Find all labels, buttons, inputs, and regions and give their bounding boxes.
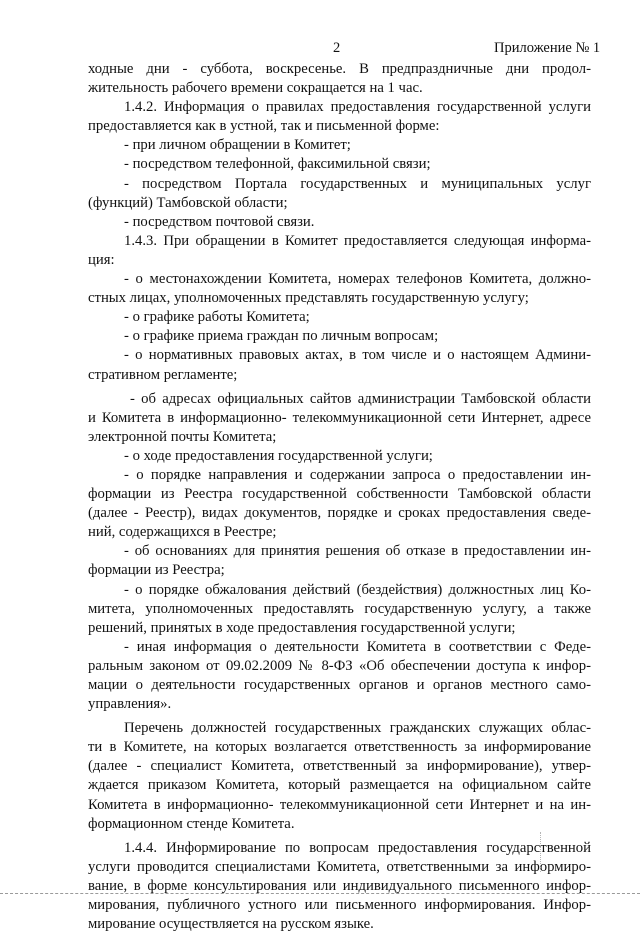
text-line: услуги проводится специалистами Комитета, ответственными за информиро-	[88, 858, 591, 875]
text-line: электронной почты Комитета;	[88, 428, 277, 445]
text-line: и Комитета в информационно- телекоммуникационной сети Интернет, адресе	[88, 409, 591, 426]
text-line: мирование осуществляется на русском языке.	[88, 916, 374, 933]
text-line: ти в Комитете, на которых возлагается ответственность за информирование	[88, 739, 591, 756]
text-line: мации о деятельности государственных органов и органов местного само-	[88, 677, 591, 693]
text-line: - о нормативных правовых актах, в том числе и о настоящем Админи-	[124, 347, 591, 364]
text-line: - о местонахождении Комитета, номерах телефонов Комитета, должно-	[124, 271, 591, 288]
text-line: ждается приказом Комитета, который размещается на официальном сайте	[88, 777, 591, 794]
text-line: формации из Реестра;	[88, 562, 225, 579]
document-body	[88, 60, 591, 934]
text-line: - посредством телефонной, факсимильной связи;	[124, 156, 431, 173]
text-line: - о порядке направления и содержании запроса о предоставлении ин-	[124, 466, 591, 483]
text-line: формационном стенде Комитета.	[88, 815, 295, 832]
text-line: - при личном обращении в Комитет;	[124, 137, 351, 154]
text-line: 1.4.4. Информирование по вопросам предоставления государственной	[124, 839, 591, 856]
text-line: предоставляется как в устной, так и письменной форме:	[88, 118, 440, 135]
text-line: - посредством почтовой связи.	[124, 213, 315, 230]
scan-artifact	[540, 832, 542, 872]
text-line: формации из Реестра государственной собственности Тамбовской области	[88, 486, 591, 503]
page-number: 2	[333, 40, 341, 56]
text-line: жительность рабочего времени сокращается на 1 час.	[88, 80, 423, 97]
text-line: (далее - специалист Комитета, ответственный за информирование), утвер-	[88, 758, 591, 775]
text-line: 1.4.2. Информация о правилах предоставления государственной услуги	[124, 99, 591, 116]
text-line: - о порядке обжалования действий (бездействия) должностных лиц Ко-	[124, 581, 591, 598]
text-line: вание, в форме консультирования или индивидуального письменного инфор-	[88, 877, 591, 894]
appendix-label: Приложение № 1	[494, 40, 601, 56]
text-line: Перечень должностей государственных гражданских служащих облас-	[124, 720, 591, 737]
text-line: - об основаниях для принятия решения об отказе в предоставлении ин-	[124, 543, 591, 560]
text-line: 1.4.3. При обращении в Комитет предоставляется следующая информа-	[124, 232, 591, 249]
text-line: - о графике приема граждан по личным вопросам;	[124, 328, 439, 345]
text-line: митета, уполномоченных предоставлять государственную услугу, а также	[88, 600, 591, 617]
text-line: - о графике работы Комитета;	[124, 309, 310, 326]
text-line: ний, содержащихся в Реестре;	[88, 524, 277, 541]
text-line: Комитета в информационно- телекоммуникационной сети Интернет и на ин-	[88, 796, 591, 813]
text-line: (функций) Тамбовской области;	[88, 194, 288, 211]
text-line: (далее - Реестр), видах документов, порядке и сроках предоставления сведе-	[88, 505, 591, 522]
text-line: мирования, публичного устного или письменного информирования. Инфор-	[88, 897, 591, 914]
text-line: ция:	[88, 251, 115, 268]
text-line: - об адресах официальных сайтов администрации Тамбовской области	[130, 390, 591, 407]
text-line: ральным законом от 09.02.2009 № 8-ФЗ «Об обеспечении доступа к инфор-	[88, 657, 591, 674]
text-line: стративном регламенте;	[88, 366, 238, 383]
text-line: управления».	[88, 696, 172, 713]
text-line: стных лицах, уполномоченных представлять государственную услугу;	[88, 290, 529, 307]
text-line: ходные дни - суббота, воскресенье. В предпраздничные дни продол-	[88, 61, 591, 77]
text-line: - посредством Портала государственных и муниципальных услуг	[124, 175, 591, 192]
text-line: - о ходе предоставления государственной услуги;	[124, 447, 433, 464]
bottom-dashed-rule	[0, 893, 640, 894]
text-line: - иная информация о деятельности Комитета в соответствии с Феде-	[124, 638, 591, 655]
text-line: решений, принятых в ходе предоставления государственной услуги;	[88, 619, 516, 636]
